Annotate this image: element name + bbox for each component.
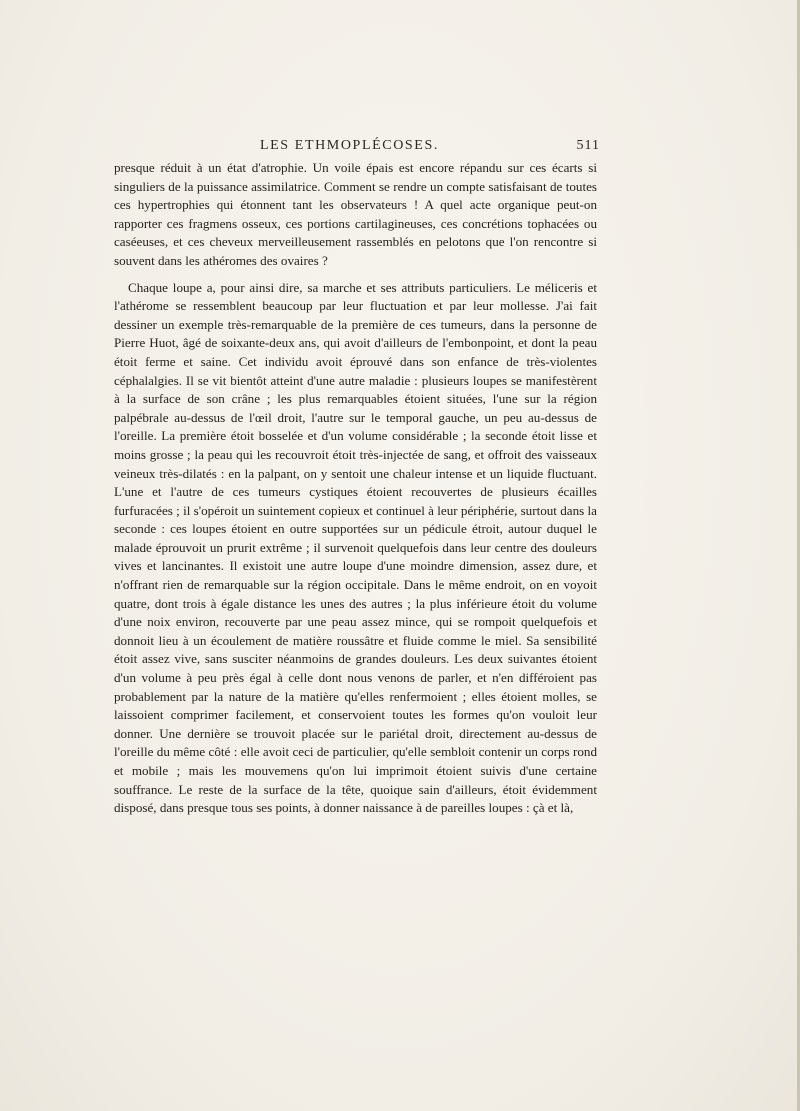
- paragraph-chaque-loupe: Chaque loupe a, pour ainsi dire, sa marche et ses attributs particuliers. Le méliceris et l'athérome se ressemblent beaucoup par leur fluctuation et par leur mollesse. J'ai fait dessiner un exemple très-remarquable de la première de ces tumeurs, dans la personne de Pierre Huot, âgé de soixante-deux ans, qui avoit d'ailleurs de l'embonpoint, et dont la peau étoit ferme et saine. Cet individu avoit éprouvé dans son enfance de très-violentes céphalalgies. Il se vit bientôt atteint d'une autre maladie : plusieurs loupes se manifestèrent à la surface de son crâne ; les plus remarquables étoient situées, l'une sur la région palpébrale au-dessus de l'œil droit, l'autre sur le temporal gauche, un peu au-dessus de l'oreille. La première étoit bosselée et d'un volume considérable ; la seconde étoit lisse et moins grosse ; la peau qui les recouvroit étoit très-injectée de sang, et offroit des vaisseaux veineux très-dilatés : en la palpant, on y sentoit une chaleur intense et un liquide fluctuant. L'une et l'autre de ces tumeurs cystiques étoient recouvertes de plusieurs écailles furfuracées ; il s'opéroit un suintement copieux et continuel à leur périphérie, surtout dans la seconde : ces loupes étoient en outre supportées sur un pédicule étroit, autour duquel le malade éprouvoit un prurit extrême ; il survenoit quelquefois dans leur centre des douleurs vives et lancinantes. Il existoit une autre loupe d'une moindre dimension, assez dure, et n'offrant rien de remarquable sur la région occipitale. Dans le même endroit, on en voyoit quatre, dont trois à égale distance les unes des autres ; la plus inférieure étoit du volume d'une noix environ, recouverte par une peau assez mince, qui se rompoit quelquefois et donnoit lieu à un écoulement de matière roussâtre et fluide comme le miel. Sa sensibilité étoit assez vive, sans susciter néanmoins de grandes douleurs. Les deux suivantes étoient d'un volume à peu près égal à celle dont nous venons de parler, et n'en différoient pas probablement par la nature de la matière qu'elles renfermoient ; elles étoient molles, se laissoient comprimer facilement, et conservoient toutes les formes qu'on vouloit leur donner. Une dernière se trouvoit placée sur le pariétal droit, directement au-dessus de l'oreille du même côté : elle avoit ceci de particulier, qu'elle sembloit contenir un corps rond et mobile ; mais les mouvemens qu'on lui imprimoit étoient suivis d'une certaine souffrance. Le reste de la surface de la tête, quoique sain d'ailleurs, étoit évidemment disposé, dans presque tous ses points, à donner naissance à de pareilles loupes : çà et là,: [114, 279, 597, 816]
- paragraph-continuation: presque réduit à un état d'atrophie. Un voile épais est encore répandu sur ces écarts si singuliers de la puissance assimilatrice. Comment se rendre un compte satisfaisant de toutes ces hypertrophies qui étonnent tant les observateurs ! A quel acte organique peut-on rapporter ces fragmens osseux, ces portions cartilagineuses, ces concrétions tophacées ou caséeuses, et ces cheveux merveilleusement rassemblés en pelotons que l'on rencontre si souvent dans les athéromes des ovaires ?: [114, 160, 597, 268]
- running-title: LES ETHMOPLÉCOSES.: [260, 138, 439, 153]
- page-number: 511: [576, 138, 600, 153]
- body-text: [114, 159, 597, 818]
- page-header: [260, 138, 600, 160]
